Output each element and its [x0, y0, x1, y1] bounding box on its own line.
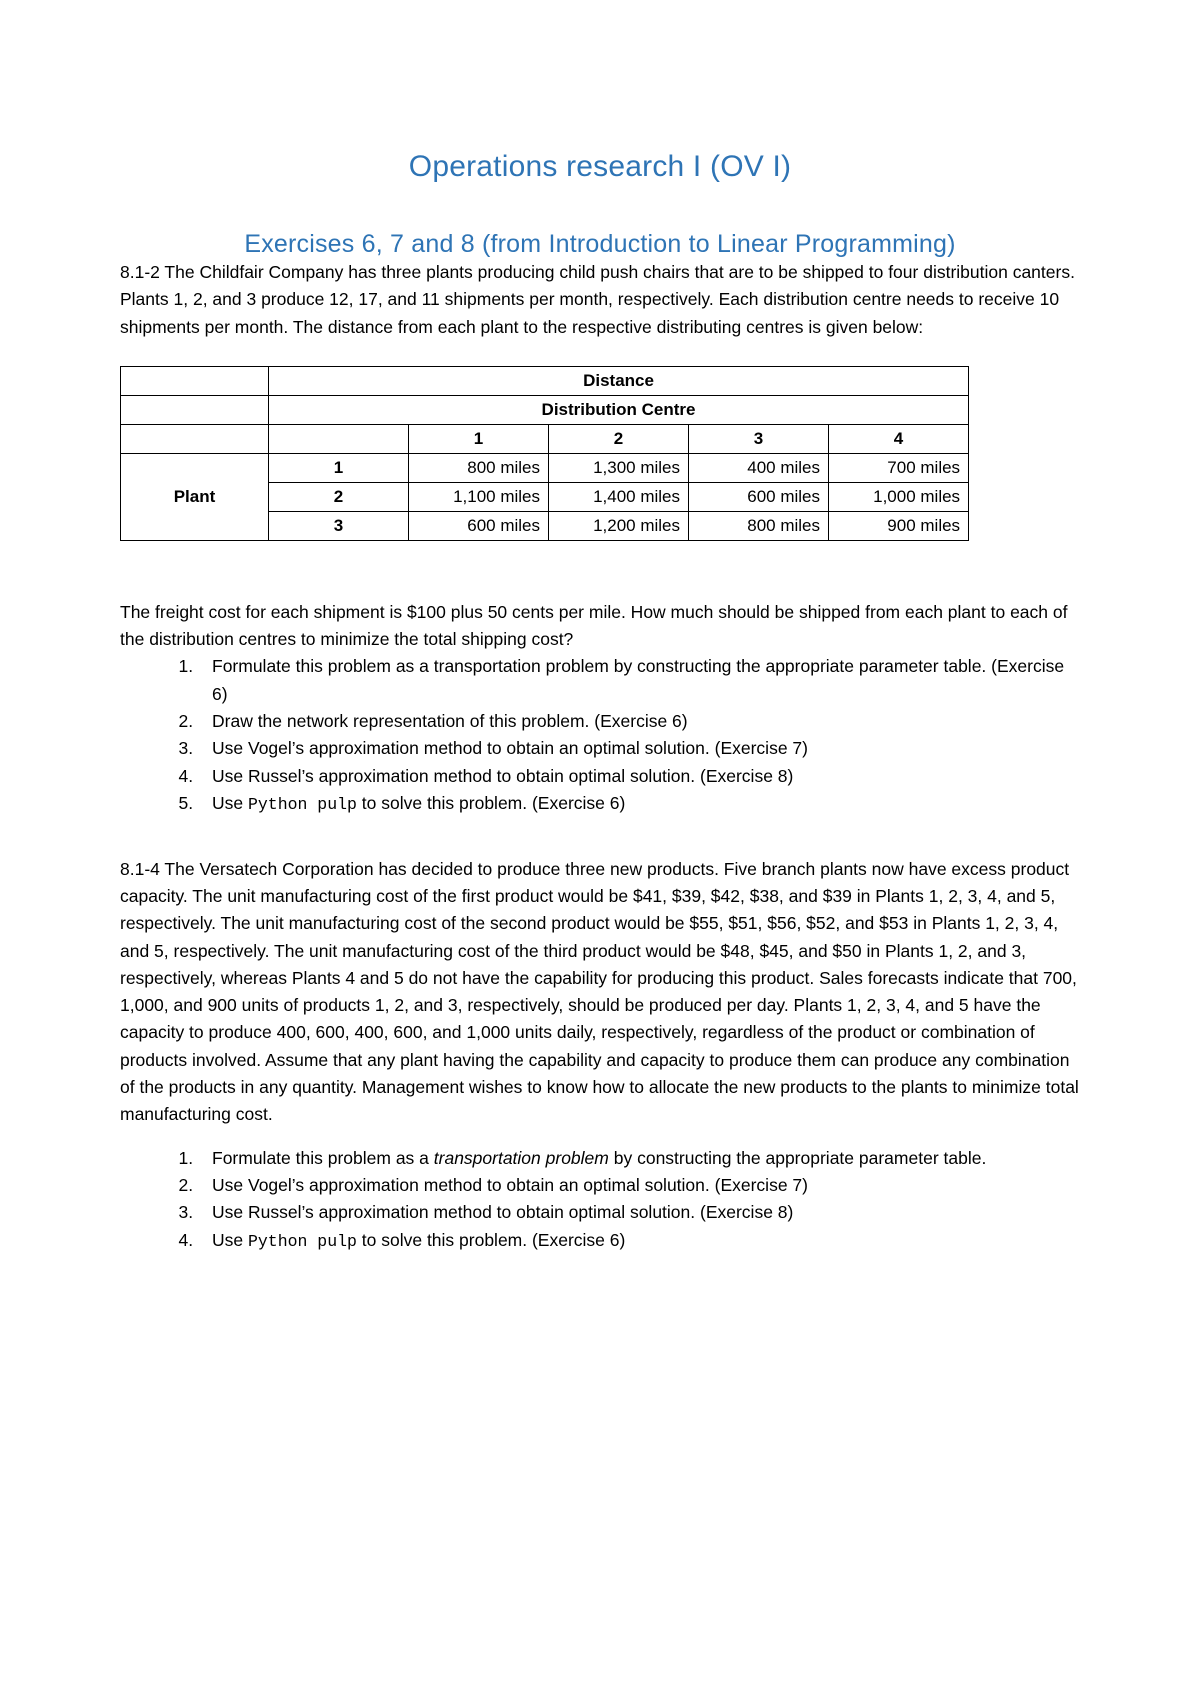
table-cell-p1-dc2: 1,300 miles — [549, 453, 689, 482]
list-item — [198, 790, 1080, 818]
table-cell-p1-dc1: 800 miles — [409, 453, 549, 482]
task-text: Use Vogel’s approximation method to obtain an optimal solution. (Exercise 7) — [212, 1174, 808, 1195]
list-item — [198, 708, 1080, 735]
table-cell-p2-dc2: 1,400 miles — [549, 482, 689, 511]
table-cell-p3-dc2: 1,200 miles — [549, 511, 689, 540]
spacer — [120, 818, 1080, 856]
list-item — [198, 1227, 1080, 1255]
table-row-header-plant: Plant — [121, 453, 269, 540]
table-col-header-2: 2 — [549, 424, 689, 453]
problem-2-task-list — [120, 1145, 1080, 1255]
code-python-pulp: Python pulp — [247, 1231, 357, 1251]
task-text: Formulate this problem as a transportation problem by constructing the appropriate parameter table. (Exercise 6) — [212, 656, 1065, 704]
table-row-column-headers — [121, 424, 969, 453]
freight-cost-text: The freight cost for each shipment is $100 plus 50 cents per mile. How much should be shipped from each plant to each of the distribution centres to minimize the total shipping cost? — [120, 601, 1068, 650]
list-item — [198, 1199, 1080, 1226]
table-row-dc-title — [121, 395, 969, 424]
problem-1-task-list — [120, 653, 1080, 817]
table-cell-p1-dc3: 400 miles — [689, 453, 829, 482]
list-item — [198, 735, 1080, 762]
table-cell-p3-dc1: 600 miles — [409, 511, 549, 540]
problem-2-intro: 8.1-4 The Versatech Corporation has decided to produce three new products. Five branch plants now have excess product capacity. The unit manufacturing cost of the first product would be $41, $39, $42, $38, and $39 in Plants 1, 2, 3, 4, and 5, respectively. The unit manufacturing cost of the second product would be $55, $51, $56, $52, and $53 in Plants 1, 2, 3, 4, and 5, respectively. The unit manufacturing cost of the third product would be $48, $45, and $50 in Plants 1, 2, and 3, respectively, whereas Plants 4 and 5 do not have the capability for producing this product. Sales forecasts indicate that 700, 1,000, and 900 units of products 1, 2, and 3, respectively, should be produced per day. Plants 1, 2, 3, 4, and 5 have the capacity to produce 400, 600, 400, 600, and 1,000 units daily, respectively, regardless of the product or combination of products involved. Assume that any plant having the capability and capacity to produce them can produce any combination of the products in any quantity. Management wishes to know how to allocate the new products to the plants to minimize total manufacturing cost. — [120, 858, 1079, 1125]
table-cell-p2-dc3: 600 miles — [689, 482, 829, 511]
task-text-pre: Formulate this problem as a — [212, 1147, 434, 1168]
table-row-num-1: 1 — [269, 453, 409, 482]
page-subtitle: Exercises 6, 7 and 8 (from Introduction to Linear Programming) — [244, 230, 956, 258]
task-text-pre: Use — [212, 792, 248, 813]
task-text: Use Vogel’s approximation method to obtain an optimal solution. (Exercise 7) — [212, 738, 808, 759]
task-text-post: to solve this problem. (Exercise 6) — [356, 1229, 626, 1250]
list-item — [198, 763, 1080, 790]
table-cell-p1-dc4: 700 miles — [829, 453, 969, 482]
table-cell-p2-dc1: 1,100 miles — [409, 482, 549, 511]
table-row — [121, 453, 969, 482]
code-python-pulp: Python pulp — [247, 794, 357, 814]
table-corner-cell-mid — [121, 395, 269, 424]
table-cell-p3-dc3: 800 miles — [689, 511, 829, 540]
table-col-header-4: 4 — [829, 424, 969, 453]
distance-table — [120, 366, 969, 541]
problem-1-intro: 8.1-2 The Childfair Company has three plants producing child push chairs that are to be shipped to four distribution canters. Plants 1, 2, and 3 produce 12, 17, and 11 shipments per month, respectively. Each distribution centre needs to receive 10 shipments per month. The distance from each plant to the respective distributing centres is given below: — [120, 262, 1075, 337]
task-text-post: by constructing the appropriate parameter table. — [608, 1147, 987, 1168]
table-title-distribution-centre: Distribution Centre — [269, 395, 969, 424]
table-cell-p2-dc4: 1,000 miles — [829, 482, 969, 511]
spacer — [120, 541, 1080, 599]
table-corner-cell-top — [121, 366, 269, 395]
table-blank-header-cell — [269, 424, 409, 453]
task-text: Use Russel’s approximation method to obtain optimal solution. (Exercise 8) — [212, 1202, 794, 1223]
task-text: Draw the network representation of this problem. (Exercise 6) — [212, 711, 688, 732]
table-corner-cell-low — [121, 424, 269, 453]
task-text: Use Russel’s approximation method to obtain optimal solution. (Exercise 8) — [212, 765, 794, 786]
page-title: Operations research I (OV I) — [408, 150, 792, 183]
table-title-distance: Distance — [269, 366, 969, 395]
table-row-distance-title — [121, 366, 969, 395]
table-col-header-1: 1 — [409, 424, 549, 453]
table-row-num-2: 2 — [269, 482, 409, 511]
table-cell-p3-dc4: 900 miles — [829, 511, 969, 540]
task-text-pre: Use — [212, 1229, 248, 1250]
spacer — [120, 1129, 1080, 1145]
list-item — [198, 1172, 1080, 1199]
task-text-emphasis: transportation problem — [433, 1147, 609, 1168]
task-text-post: to solve this problem. (Exercise 6) — [356, 792, 626, 813]
list-item — [198, 653, 1080, 708]
table-row-num-3: 3 — [269, 511, 409, 540]
list-item — [198, 1145, 1080, 1172]
table-col-header-3: 3 — [689, 424, 829, 453]
